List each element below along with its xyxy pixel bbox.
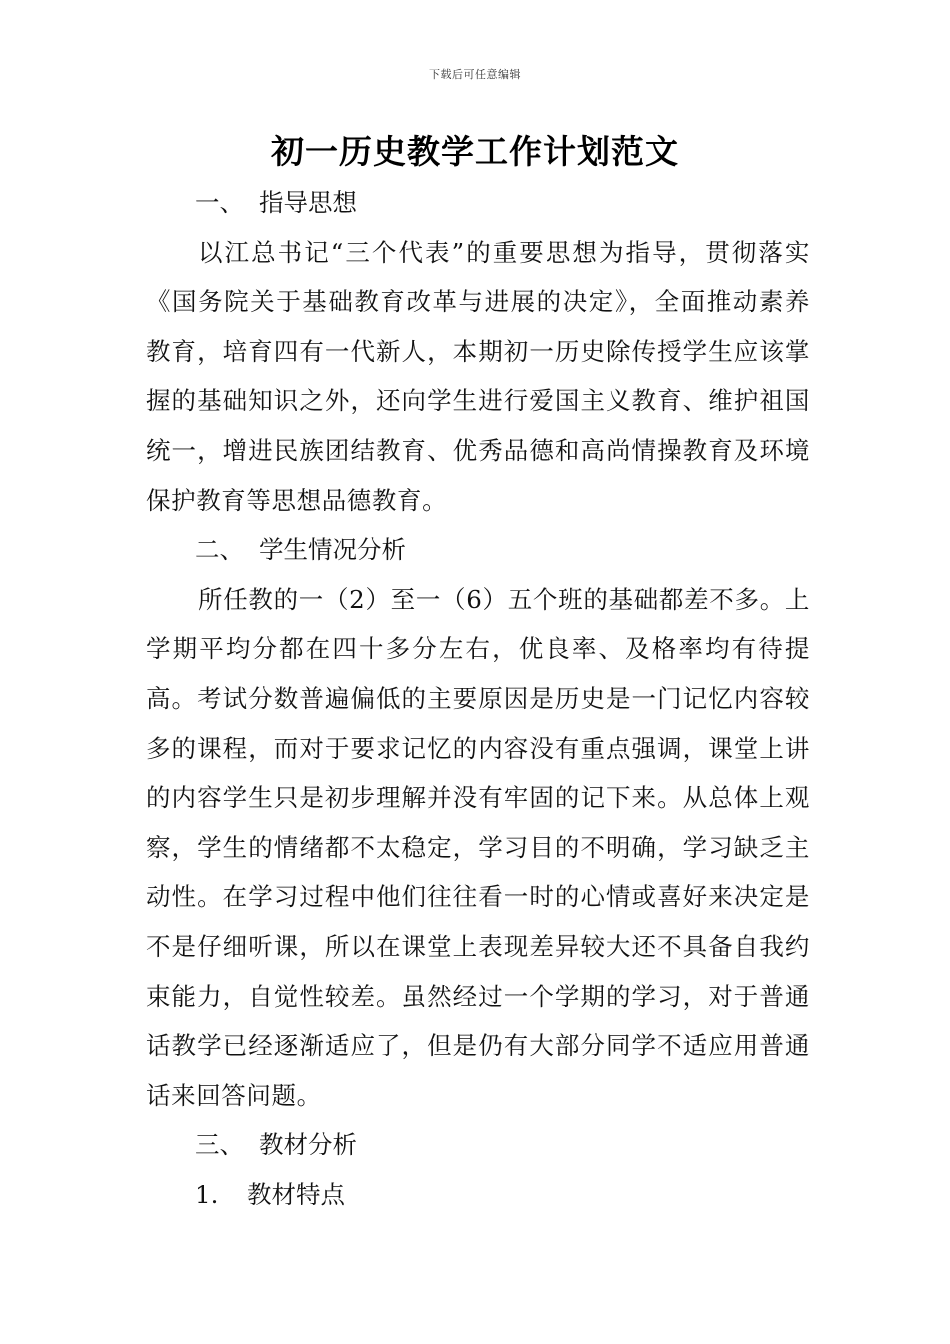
section-heading-student-analysis: [146, 525, 810, 575]
subsection-heading-textbook-features: [146, 1170, 810, 1220]
section-heading-text: 教材分析: [259, 1130, 357, 1160]
paragraph-guiding-ideology: 以江总书记“三个代表”的重要思想为指导，贯彻落实《国务院关于基础教育改革与进展的决定》，全面推动素养教育，培育四有一代新人，本期初一历史除传授学生应该掌握的基础知识之外，还向学生进行爱国主义教育、维护祖国统一，增进民族团结教育、优秀品德和高尚情操教育及环境保护教育等思想品德教育。: [146, 237, 810, 515]
document-title: 初一历史教学工作计划范文: [271, 132, 679, 171]
section-number: 二、: [195, 535, 244, 565]
section-heading-guiding-ideology: [146, 178, 810, 228]
section-number: 三、: [195, 1130, 244, 1160]
section-heading-text: 学生情况分析: [259, 535, 406, 565]
subsection-number: 1.: [195, 1179, 219, 1209]
section-number: 一、: [195, 188, 244, 217]
paragraph-student-analysis: 所任教的一（2）至一（6）五个班的基础都差不多。上学期平均分都在四十多分左右，优良率、及格率均有待提高。考试分数普遍偏低的主要原因是历史是一门记忆内容较多的课程，而对于要求记忆的内容没有重点强调，课堂上讲的内容学生只是初步理解并没有牢固的记下来。从总体上观察，学生的情绪都不太稳定，学习目的不明确，学习缺乏主动性。在学习过程中他们往往看一时的心情或喜好来决定是不是仔细听课，所以在课堂上表现差异较大还不具备自我约束能力，自觉性较差。虽然经过一个学期的学习，对于普通话教学已经逐渐适应了，但是仍有大部分同学不适应用普通话来回答问题。: [146, 584, 810, 1110]
header-note: 下载后可任意编辑: [429, 68, 521, 81]
document-body: [146, 178, 810, 1219]
section-heading-text: 指导思想: [259, 188, 357, 217]
section-heading-textbook-analysis: [146, 1120, 810, 1170]
subsection-heading-text: 教材特点: [247, 1179, 345, 1209]
